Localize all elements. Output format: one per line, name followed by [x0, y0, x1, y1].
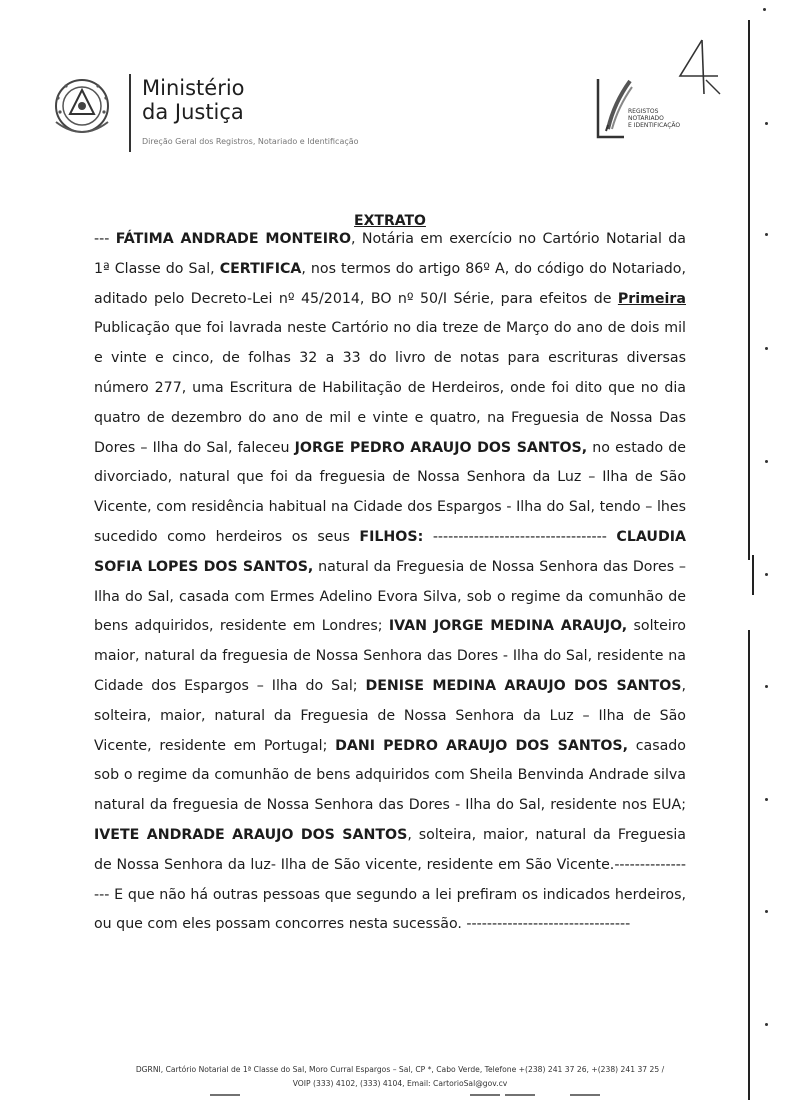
coat-of-arms-icon	[46, 72, 118, 144]
header-divider	[129, 74, 131, 152]
body-bold-segment: FÁTIMA ANDRADE MONTEIRO	[115, 231, 352, 247]
margin-dot	[765, 233, 768, 236]
body-bold-segment: DANI PEDRO ARAUJO DOS SANTOS,	[335, 737, 629, 754]
margin-line	[748, 630, 750, 1100]
margin-dot	[765, 910, 768, 913]
registry-logo-text	[628, 108, 680, 129]
body-text-segment: ----------------------------------	[423, 528, 617, 545]
margin-dot	[765, 460, 768, 463]
body-text-segment: casado sob o regime da comunhão de bens adquiridos com Sheila Benvinda Andrade silva natural da freguesia de Nossa Senhora das Dores - Ilha do Sal, residente nos EUA;	[94, 737, 686, 814]
margin-dot	[765, 122, 768, 125]
margin-line	[748, 20, 750, 560]
body-text-segment: no estado de divorciado, natural que foi da freguesia de Nossa Senhora da Luz – Ilha de São Vicente, com residência habitual na Cidade dos Espargos - Ilha do Sal, tendo – lhes sucedido como herdeiros os seus	[94, 439, 687, 545]
body-text-segment: , solteira, maior, natural da Freguesia de Nossa Senhora da Luz – Ilha de São Vicente, residente em Portugal;	[94, 677, 686, 754]
ministry-name-line1: Ministério	[142, 76, 245, 100]
registry-text-line2: NOTARIADO	[628, 115, 664, 122]
bottom-scan-marks	[0, 1090, 800, 1100]
body-bold-segment: JORGE PEDRO ARAUJO DOS SANTOS,	[294, 439, 588, 456]
registry-text-line3: E IDENTIFICAÇÃO	[628, 122, 681, 129]
body-bold-segment: FILHOS:	[359, 528, 424, 545]
ministry-name-line2: da Justiça	[142, 100, 244, 124]
body-text-segment: Publicação que foi lavrada neste Cartório no dia treze de Março do ano de dois mil e vinte e cinco, de folhas 32 a 33 do livro de notas para escrituras diversas número 277, uma Escritura de Habilitação de Herdeiros, onde foi dito que no dia quatro de dezembro do ano de mil e vinte e quatro, na Freguesia de Nossa Das Dores – Ilha do Sal, faleceu	[94, 320, 686, 456]
folio-number-handwritten	[672, 36, 724, 96]
body-bold-segment: DENISE MEDINA ARAUJO DOS SANTOS	[365, 677, 682, 694]
ministry-subtitle: Direção Geral dos Registros, Notariado e Identificação	[142, 137, 359, 146]
body-bold-segment: Primeira	[617, 290, 686, 307]
margin-tick	[752, 555, 754, 595]
registry-text-line1: REGISTOS	[628, 108, 659, 115]
body-text-segment: solteiro maior, natural da freguesia de Nossa Senhora das Dores - Ilha do Sal, residente na Cidade dos Espargos – Ilha do Sal;	[94, 618, 686, 694]
footer-line1: DGRNI, Cartório Notarial de 1ª Classe do Sal, Moro Curral Espargos – Sal, CP *, Cabo Verde, Telefone +(238) 241 37 26, +(238) 241 37 25 /	[135, 1065, 665, 1074]
margin-dot	[765, 798, 768, 801]
document-body	[94, 225, 686, 940]
body-bold-segment: IVAN JORGE MEDINA ARAUJO,	[388, 618, 628, 635]
margin-dot	[765, 685, 768, 688]
margin-dot	[763, 8, 766, 11]
body-bold-segment: IVETE ANDRADE ARAUJO DOS SANTOS	[94, 826, 408, 843]
body-text-segment: ---	[94, 231, 116, 247]
body-bold-segment: CLAUDIA SOFIA LOPES DOS SANTOS,	[94, 528, 686, 575]
margin-dot	[765, 1023, 768, 1026]
footer-line2: VOIP (333) 4102, (333) 4104, Email: CartorioSal@gov.cv	[292, 1079, 508, 1088]
body-text-segment: , Notária em exercício no Cartório Notarial da 1ª Classe do Sal,	[94, 231, 686, 277]
margin-dot	[765, 347, 768, 350]
body-text-segment: , nos termos do artigo 86º A, do código do Notariado, aditado pelo Decreto-Lei nº 45/2014, BO nº 50/I Série, para efeitos de	[94, 260, 686, 307]
document-title: EXTRATO	[354, 213, 426, 229]
body-bold-segment: CERTIFICA	[219, 260, 302, 277]
body-text-segment: natural da Freguesia de Nossa Senhora das Dores – Ilha do Sal, casada com Ermes Adelino Evora Silva, sob o regime da comunhão de bens adquiridos, residente em Londres;	[94, 558, 686, 635]
footer	[60, 1063, 740, 1091]
ministry-name	[142, 76, 245, 124]
body-text-segment: , solteira, maior, natural da Freguesia de Nossa Senhora da luz- Ilha de São vicente, residente em São Vicente.----------------- E que não há outras pessoas que segundo a lei prefiram os indicados herdeiros, ou que com eles possam concorres nesta sucessão. --------------------------------	[94, 826, 686, 933]
margin-dot	[765, 573, 768, 576]
